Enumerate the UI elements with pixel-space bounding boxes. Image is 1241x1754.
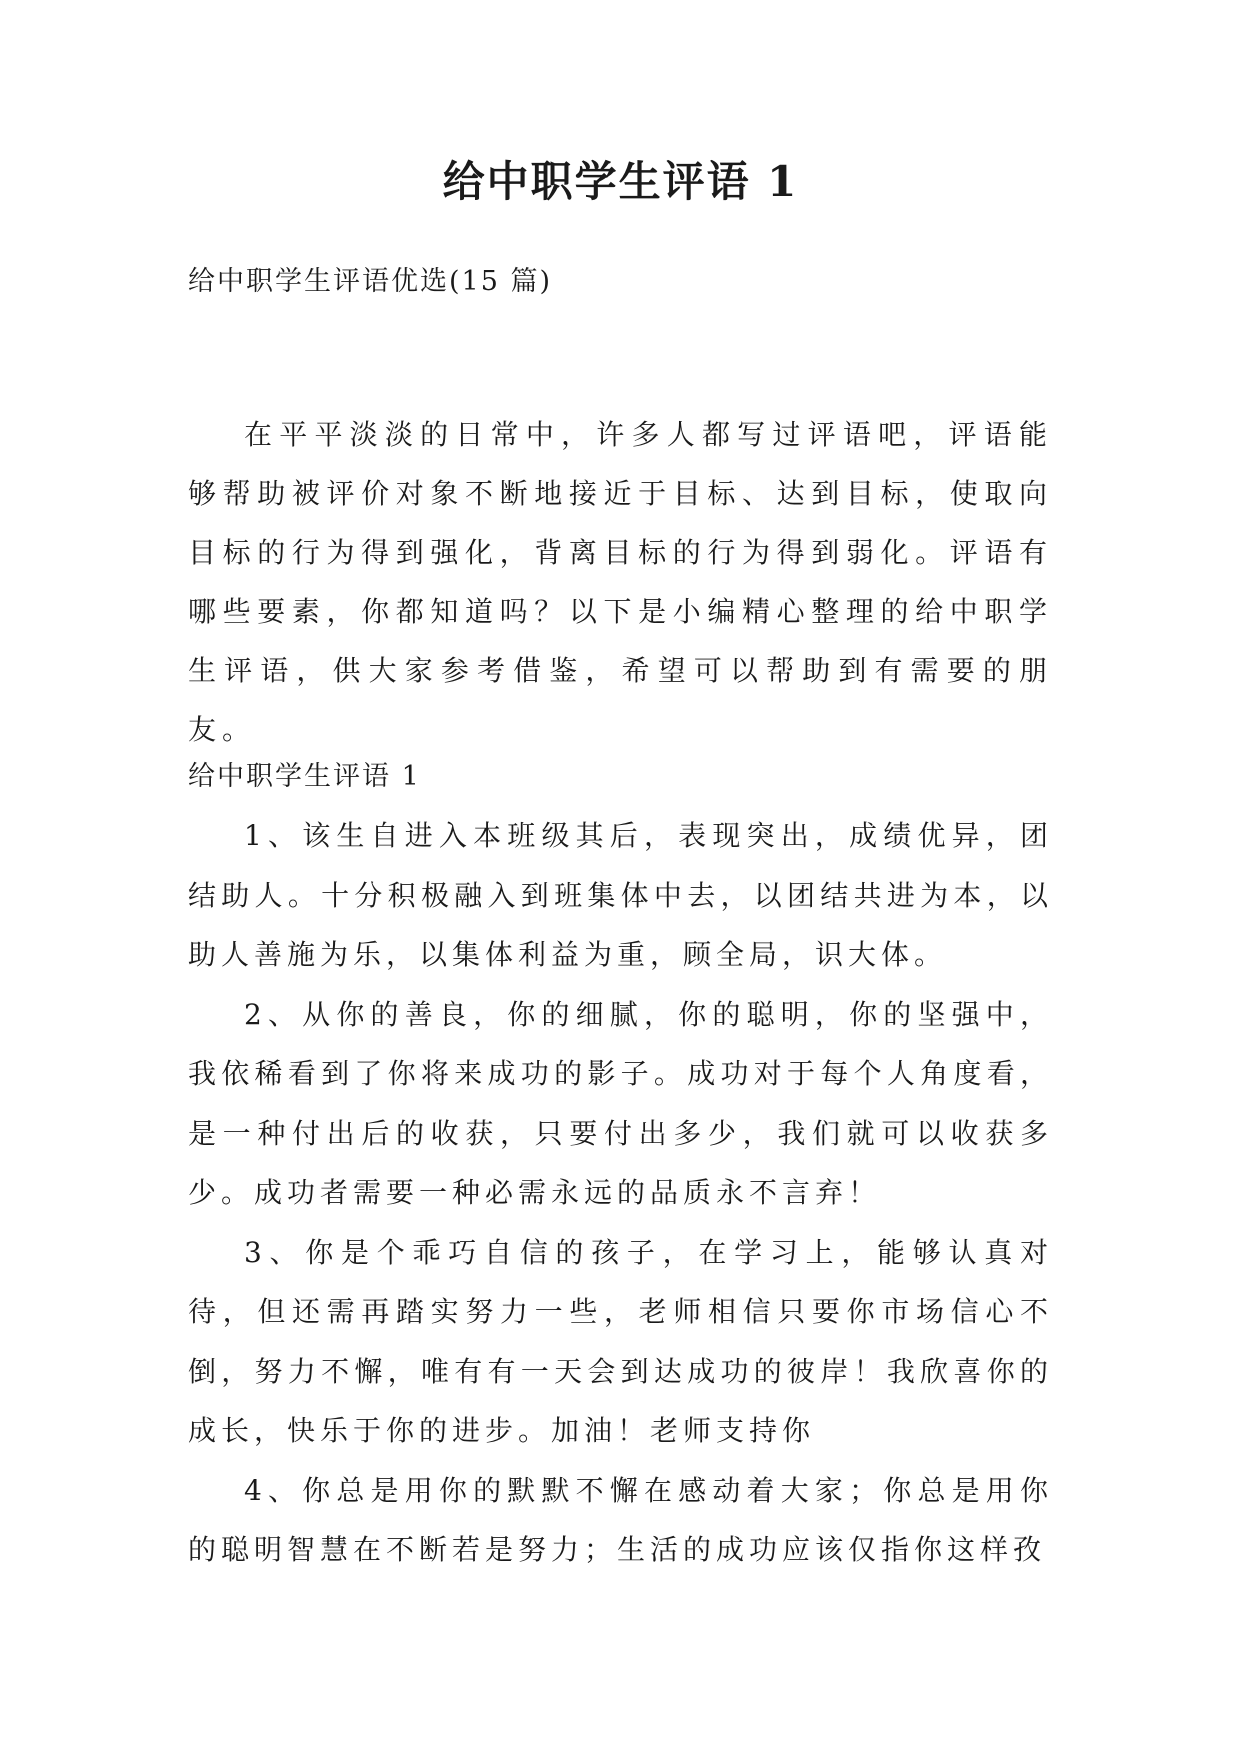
comment-item-1: 1、该生自进入本班级其后，表现突出，成绩优异，团结助人。十分积极融入到班集体中去，以团结共进为本，以助人善施为乐，以集体利益为重，顾全局，识大体。 (188, 819, 1053, 971)
comment-item-4: 4、你总是用你的默默不懈在感动着大家；你总是用你的聪明智慧在不断若是努力；生活的成功应该仅指你这样孜 (188, 1473, 1053, 1566)
section-heading: 给中职学生评语 1 (188, 761, 421, 792)
document-subtitle: 给中职学生评语优选(15 篇) (188, 266, 553, 297)
comment-item-2: 2、从你的善良，你的细腻，你的聪明，你的坚强中，我依稀看到了你将来成功的影子。成功对于每个人角度看，是一种付出后的收获，只要付出多少，我们就可以收获多少。成功者需要一种必需永远的品质永不言弃！ (188, 997, 1053, 1209)
document-title: 给中职学生评语 1 (442, 157, 799, 206)
intro-paragraph: 在平平淡淡的日常中，许多人都写过评语吧，评语能够帮助被评价对象不断地接近于目标、达到目标，使取向目标的行为得到强化，背离目标的行为得到弱化。评语有哪些要素，你都知道吗？以下是小编精心整理的给中职学生评语，供大家参考借鉴，希望可以帮助到有需要的朋友。 (188, 418, 1053, 746)
comment-list (188, 806, 1053, 1580)
comment-item-3: 3、你是个乖巧自信的孩子，在学习上，能够认真对待，但还需再踏实努力一些，老师相信只要你市场信心不倒，努力不懈，唯有有一天会到达成功的彼岸！我欣喜你的成长，快乐于你的进步。加油！老师支持你 (188, 1235, 1053, 1447)
